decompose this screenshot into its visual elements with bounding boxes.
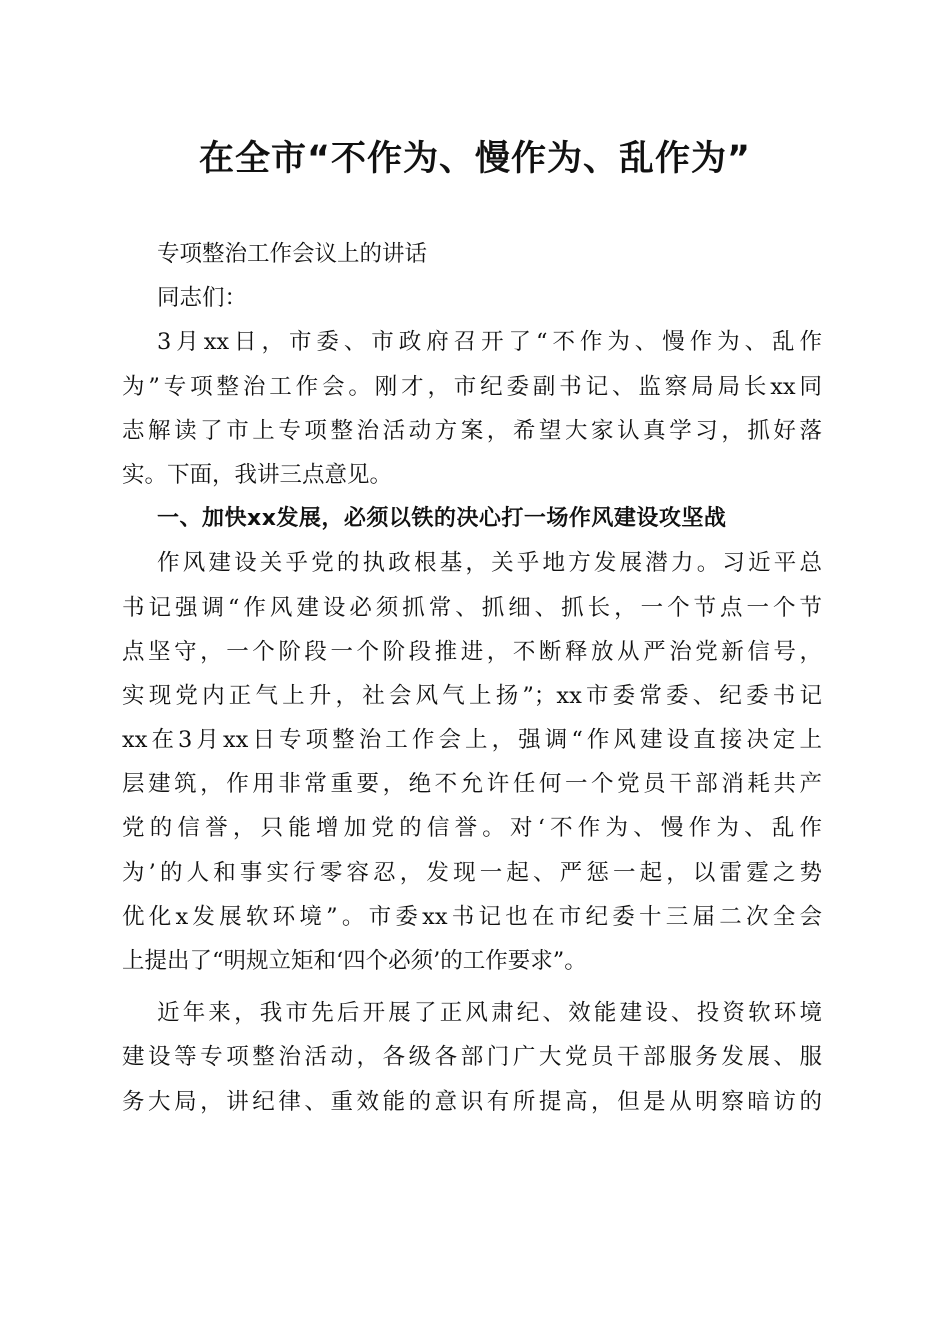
document-body xyxy=(122,232,822,1124)
paragraph-line: 书记强调“作风建设必须抓常、抓细、抓长，一个节点一个节 xyxy=(122,594,822,621)
paragraph-line: 实现党内正气上升，社会风气上扬”；xx市委常委、纪委书记 xyxy=(122,682,822,709)
paragraph-line: 作风建设关乎党的执政根基，关乎地方发展潜力。习近平总 xyxy=(157,550,822,577)
paragraph-line: 层建筑，作用非常重要，绝不允许任何一个党员干部消耗共产 xyxy=(122,771,822,798)
paragraph-line: 上提出了“明规立矩和‘四个必须’的工作要求”。 xyxy=(122,948,587,974)
paragraph-line: 优化x发展软环境”。市委xx书记也在市纪委十三届二次全会 xyxy=(122,903,822,930)
paragraph-2 xyxy=(122,541,822,983)
paragraph-line: 为”专项整治工作会。刚才，市纪委副书记、监察局局长xx同 xyxy=(122,373,822,400)
section-heading-1: 一、加快xx发展，必须以铁的决心打一场作风建设攻坚战 xyxy=(157,506,727,532)
paragraph-line: 党的信誉，只能增加党的信誉。对‘不作为、慢作为、乱作 xyxy=(122,815,822,842)
paragraph-line: 为’的人和事实行零容忍，发现一起、严惩一起，以雷霆之势 xyxy=(122,859,822,886)
paragraph-line: 3月xx日，市委、市政府召开了“不作为、慢作为、乱作 xyxy=(157,329,822,356)
paragraph-line: 务大局，讲纪律、重效能的意识有所提高，但是从明察暗访的 xyxy=(122,1088,822,1115)
paragraph-line: 点坚守，一个阶段一个阶段推进，不断释放从严治党新信号， xyxy=(122,638,822,665)
paragraph-line: 建设等专项整治活动，各级各部门广大党员干部服务发展、服 xyxy=(122,1044,822,1071)
paragraph-line: 志解读了市上专项整治活动方案，希望大家认真学习，抓好落 xyxy=(122,417,822,444)
salutation-line: 同志们： xyxy=(157,285,248,312)
document-title: 在全市“不作为、慢作为、乱作为” xyxy=(198,139,751,179)
paragraph-line: xx在3月xx日专项整治工作会上，强调“作风建设直接决定上 xyxy=(122,727,822,754)
paragraph-3 xyxy=(122,991,822,1124)
paragraph-1 xyxy=(122,320,822,497)
paragraph-line: 实。下面，我讲三点意见。 xyxy=(122,461,393,488)
subtitle-line: 专项整治工作会议上的讲话 xyxy=(157,241,428,267)
paragraph-line: 近年来，我市先后开展了正风肃纪、效能建设、投资软环境 xyxy=(157,1000,822,1027)
